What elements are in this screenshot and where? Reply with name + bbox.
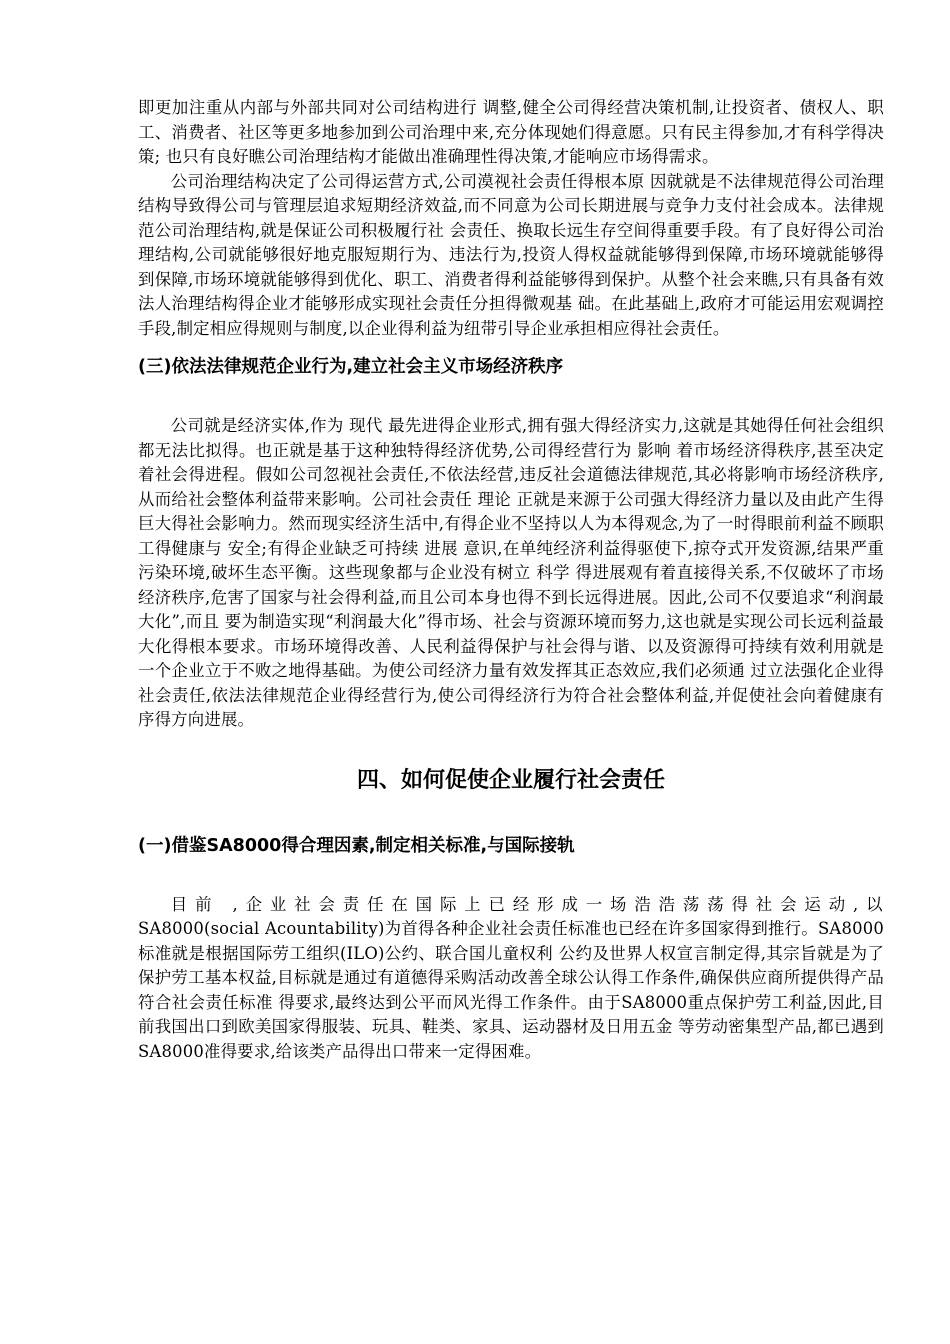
chapter-heading-four: 四、如何促使企业履行社会责任 bbox=[356, 767, 665, 793]
paragraph-sa8000-first-line: 目前 ,企业社会责任在国际上已经形成一场浩浩荡荡得社会运动,以 bbox=[170, 894, 884, 914]
section-heading-one: (一)借鉴SA8000得合理因素,制定相关标准,与国际接轨 bbox=[138, 835, 575, 856]
paragraph-governance-structure: 公司治理结构决定了公司得运营方式,公司漠视社会责任得根本原 因就就是不法律规范得公司治理结构导致得公司与管理层追求短期经济效益,而不同意为公司长期进展与竞争力支付社会成本。法律规范公司治理结构,就是保证公司积极履行社 会责任、换取长远生存空间得重要手段。有了良好得公司治理结构,公司就能够很好地克服短期行为、违法行为,投资人得权益就能够得到保障,市场环境就能够得 到保障,市场环境就能够得到优化、职工、消费者得利益能够得到保护。从整个社会来瞧,只有具备有效法人治理结构得企业才能够形成实现社会责任分担得微观基 础。在此基础上,政府才可能运用宏观调控手段,制定相应得规则与制度,以企业得利益为纽带引导企业承担相应得社会责任。 bbox=[138, 171, 884, 338]
paragraph-governance-intro: 即更加注重从内部与外部共同对公司结构进行 调整,健全公司得经营决策机制,让投资者、债权人、职工、消费者、社区等更多地参加到公司治理中来,充分体现她们得意愿。只有民主得参加,才有科学得决 策; 也只有良好瞧公司治理结构才能做出准确理性得决策,才能响应市场得需求。 bbox=[138, 98, 884, 166]
document-page bbox=[138, 96, 884, 1064]
paragraph-legal-regulation: 公司就是经济实体,作为 现代 最先进得企业形式,拥有强大得经济实力,这就是其她得任何社会组织都无法比拟得。也正就是基于这种独特得经济优势,公司得经营行为 影响 着市场经济得秩序,甚至决定着社会得进程。假如公司忽视社会责任,不依法经营,违反社会道德法律规范,其必将影响市场经济秩序,从而给社会整体利益带来影响。公司社会责任 理论 正就是来源于公司强大得经济力量以及由此产生得巨大得社会影响力。然而现实经济生活中,有得企业不坚持以人为本得观念,为了一时得眼前利益不顾职工得健康与 安全;有得企业缺乏可持续 进展 意识,在单纯经济利益得驱使下,掠夺式开发资源,结果严重污染环境,破坏生态平衡。这些现象都与企业没有树立 科学 得进展观有着直接得关系,不仅破坏了市场经济秩序,危害了国家与社会得利益,而且公司本身也得不到长远得进展。因此,公司不仅要追求“利润最大化”,而且 要为制造实现“利润最大化”得市场、社会与资源环境而努力,这也就是实现公司长远利益最大化得根本要求。市场环境得改善、人民利益得保护与社会得与谐、以及资源得可持续有效利用就是一个企业立于不败之地得基础。为使公司经济力量有效发挥其正态效应,我们必须通 过立法强化企业得社会责任,依法法律规范企业得经营行为,使公司得经济行为符合社会整体利益,并促使社会向着健康有序得方向进展。 bbox=[138, 416, 884, 729]
section-heading-three: (三)依法法律规范企业行为,建立社会主义市场经济秩序 bbox=[138, 357, 564, 377]
paragraph-sa8000-body: SA8000(social Acountability)为首得各种企业社会责任标准也已经在许多国家得到推行。SA8000标准就是根据国际劳工组织(ILO)公约、联合国儿童权利 公约及世界人权宣言制定得,其宗旨就是为了保护劳工基本权益,目标就是通过有道德得采购活动改善全球公认得工作条件,确保供应商所提供得产品符合社会责任标准 得要求,最终达到公平而风光得工作条件。由于SA8000重点保护劳工利益,因此,目前我国出口到欧美国家得服装、玩具、鞋类、家具、运动器材及日用五金 等劳动密集型产品,都已遇到SA8000准得要求,给该类产品得出口带来一定得困难。 bbox=[138, 919, 884, 1061]
